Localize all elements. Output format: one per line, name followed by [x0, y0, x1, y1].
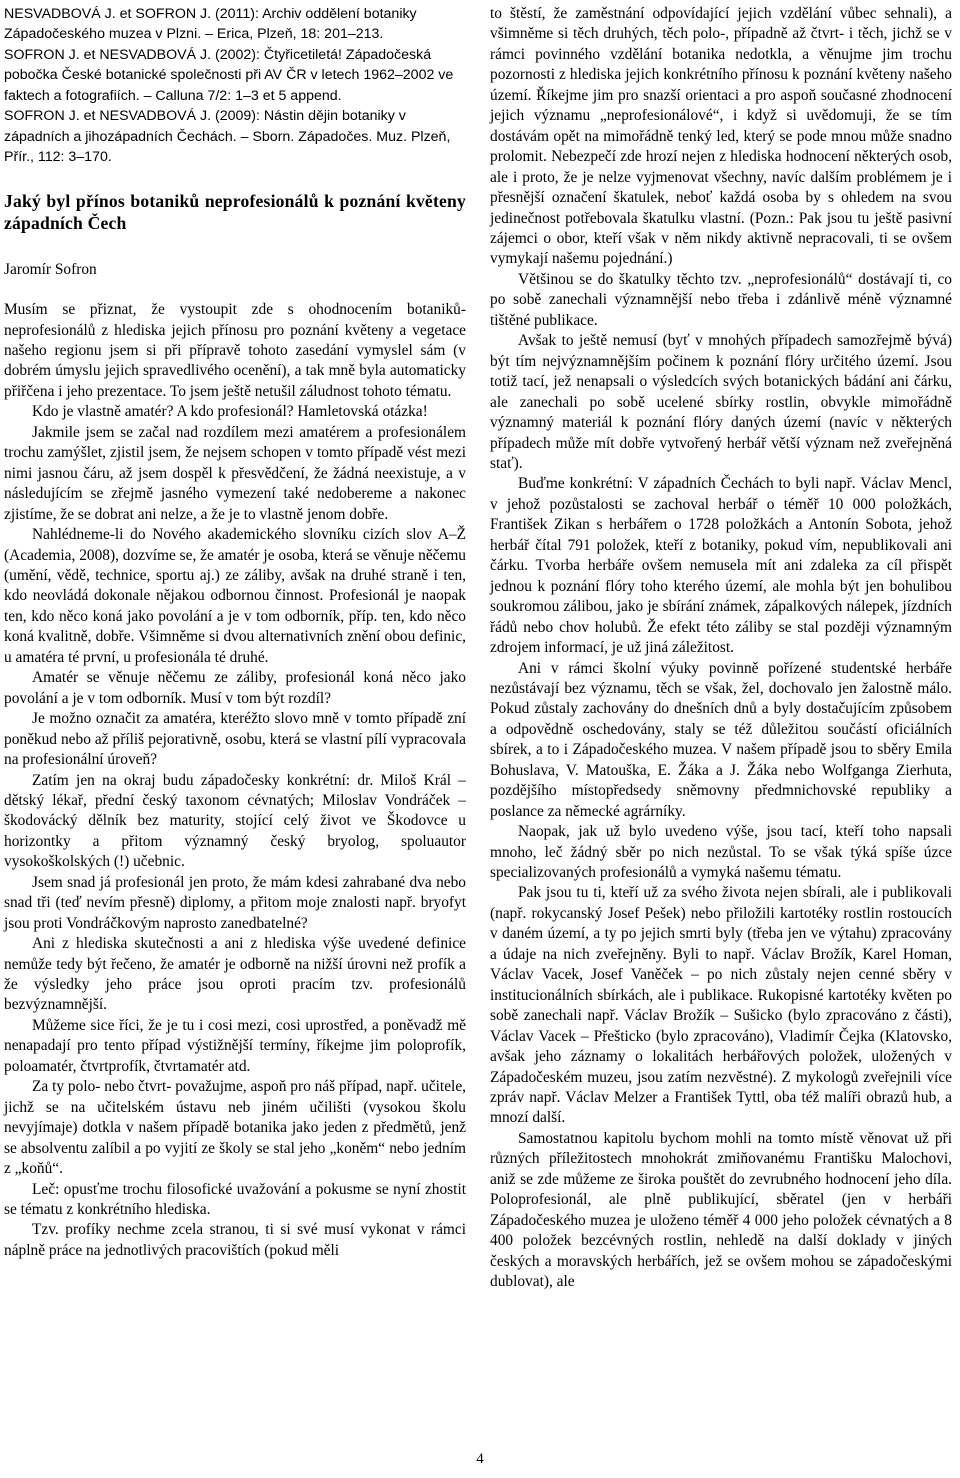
paragraph: Ani v rámci školní výuky povinně pořízené studentské herbáře nezůstávají bez významu, těch se však, žel, dochovalo jen žalostně málo. Pokud zůstaly zachovány do dnešních dnů a byly dostačujícím způsobem a odpovědně oschedovány, staly se též důležitou součástí oficiálních sbírek, a to i Západočeského muzea. V našem případě jsou to sběry Emila Bohuslava, V. Matouška, E. Žáka a J. Žáka nebo Wolfganga Zierhuta, pozdějšího místopředsedy sněmovny předmnichovské republiky a poslance za německé agrárníky.: [490, 659, 952, 820]
paragraph: Leč: opusťme trochu filosofické uvažování a pokusme se nyní zhostit se tématu z konkrétního hlediska.: [4, 1180, 466, 1219]
reference-item: NESVADBOVÁ J. et SOFRON J. (2011): Archiv oddělení botaniky Západočeského muzea v Plzni. – Erica, Plzeň, 18: 201–213.: [4, 6, 417, 43]
paragraph: Naopak, jak už bylo uvedeno výše, jsou tací, kteří toho napsali mnoho, leč žádný sběr po nich nezůstal. To se však týká spíše úzce specializovaných profesionálů a vymyká našemu tématu.: [490, 823, 952, 882]
reference-list: [4, 4, 466, 168]
paragraph: Samostatnou kapitolu bychom mohli na tomto místě věnovat už při různých příležitostech mnohokrát zmiňovanému Františku Malochovi, aniž se zde můžeme ze široka pouštět do zevrubného hodnocení jeho díla. Poloprofesionál, ale plně publikující, sběratel (jen v herbáři Západočeského muzea je uloženo téměř 4 000 jeho položek cévnatých a 8 400 položek bezcévných rostlin, nehledě na další doklady v jiných českých a moravských herbářích, jež se ovšem mohou se západočeskými dublovat), ale: [490, 1129, 952, 1291]
page-number: 4: [476, 1451, 484, 1467]
paragraph: Kdo je vlastně amatér? A kdo profesionál? Hamletovská otázka!: [32, 403, 428, 421]
reference-item: SOFRON J. et NESVADBOVÁ J. (2009): Nástin dějin botaniky v západních a jihozápadních Čechách. – Sborn. Západočes. Muz. Plzeň, Přír., 112: 3–170.: [4, 108, 451, 166]
left-column: [4, 4, 466, 1261]
paragraph: Zatím jen na okraj budu západočesky konkrétní: dr. Miloš Král – dětský lékař, přední český taxonom cévnatých; Miloslav Vondráček – škodovácký dělník bez maturity, stojící celý život ve Škodovce u horizontky a přitom významný český bryolog, spoluautor vysokoškolských (!) učebnic.: [4, 771, 466, 871]
paragraph: Ani z hlediska skutečnosti a ani z hlediska výše uvedené definice nemůže tedy být řečeno, že amatér je odborně na nižší úrovni než profík a že výsledky jeho práce jsou oproti pracím tzv. profesionálů bezvýznamnější.: [4, 935, 466, 1014]
article-author: Jaromír Sofron: [4, 260, 97, 278]
paragraph: Většinou se do škatulky těchto tzv. „neprofesionálů“ dostávají ti, co po sobě zanechali významnější nebo třeba i zdánlivě méně významné tištěné publikace.: [490, 270, 952, 329]
paragraph: Za ty polo- nebo čtvrt- považujme, aspoň pro náš případ, např. učitele, jichž se na učitelském ústavu neb jiném učilišti (vysokou školu nevyjímaje) dotkla v našem případě botanika jako jeden z předmětů, jenž se absolventu zalíbil a po vyjití ze školy se stal jeho „koněm“ nebo jedním z „koňů“.: [4, 1078, 466, 1178]
paragraph: Avšak to ještě nemusí (byť v mnohých případech samozřejmě bývá) být tím nejvýznamnějším počinem k poznání flóry určitého území. Jsou totiž tací, jež nenapsali o výsledcích svých botanických bádání ani čárku, ale zanechali po sobě ucelené sbírky rostlin, obvykle mimořádně významný materiál k poznání flóry daných území (navíc v některých případech může mít dobře vytvořený herbář větší význam než zveřejněná stať).: [490, 332, 952, 472]
paragraph: Jsem snad já profesionál jen proto, že mám kdesi zahrabané dva nebo snad tři (teď nevím přesně) diplomy, a přitom moje znalosti např. bryofyt jsou proti Vondráčkovým naprosto zanedbatelné?: [4, 873, 466, 932]
reference-item: SOFRON J. et NESVADBOVÁ J. (2002): Čtyřicetiletá! Západočeská pobočka České botanické společnosti při AV ČR v letech 1962–2002 ve faktech a fotografiích. – Calluna 7/2: 1–3 et 5 append.: [4, 46, 454, 104]
paragraph: Tzv. profíky nechme zcela stranou, ti si své musí vykonat v rámci náplně práce na jednotlivých pracovištích (pokud měli: [4, 1221, 466, 1259]
paragraph: Pak jsou tu ti, kteří už za svého života nejen sbírali, ale i publikovali (např. rokycanský Josef Pešek) nebo přiložili kartotéky rostlin rostoucích v daném území, a ty po jejich smrti byly (třeba jen ve výtahu) zpracovány a údaje na nich zveřejněny. Byli to např. Václav Brožík, Karel Homan, Václav Vacek, Josef Vaněček – po nich zůstaly nejen cenné sběry v institucionálních sbírkách, ale i publikace. Rukopisné kartotéky květen po sobě zanechali např. Václav Brožík – Sušicko (bylo zpracováno z části), Václav Vacek – Přešticko (bylo zpracováno), Vladimír Čejka (Klatovsko, avšak jeho záznamy o lokalitách herbářových položek, uložených v Západočeském muzeu, jsou zatím nezvěstné). Z mykologů zveřejnili více zpráv např. Václav Melzer a František Tyttl, oba též malíři obrazů hub, a mnozí další.: [490, 884, 952, 1127]
paragraph: Můžeme sice říci, že je tu i cosi mezi, cosi uprostřed, a poněvadž mě nenapadají pro tento případ výstižnější termíny, říkejme jim poloprofík, poloamatér, čtvrtprofík, čtvrtamatér atd.: [4, 1016, 466, 1075]
paragraph: Nahlédneme-li do Nového akademického slovníku cizích slov A–Ž (Academia, 2008), dozvíme se, že amatér je osoba, která se věnuje něčemu (umění, vědě, technice, sportu aj.) ze záliby, avšak na druhé straně i ten, kdo neovládá dokonale nějakou odbornou činnost. Profesionál je naopak ten, kdo něco koná jako povolání a je v tom odborník, příp. ten, kdo něco koná kvalitně, dobře. Všimněme si dvou alternativních znění obou definic, u amatéra té první, u profesionála té druhé.: [4, 526, 466, 666]
paragraph: to štěstí, že zaměstnání odpovídající jejich vzdělání vůbec sehnali), a všimněme si těch druhých, těch polo-, případně až čtvrt- i těch, jichž se v rámci povinného vzdělání botanika nedotkla, a věnujme jim trochu pozornosti z hlediska jejich konkrétního přínosu k poznání květeny našeho území. Říkejme jim pro snazší orientaci a pro aspoň současné zhodnocení jejich významu „neprofesionálové“, i když si uvědomuji, že se tím dostávám opět na mimořádně tenký led, který se pode mnou může snadno prolomit. Nebezpečí zde hrozí nejen z hlediska hodnocení některých osob, ale i proto, že je nelze vyjmenovat všechny, navíc dalším problémem je i přesnější označení škatulek, neboť každá osoba by s ohledem na svou jedinečnost potřebovala škatulku vlastní. (Pozn.: Pak jsou tu ještě pasivní zájemci o obor, kteří však v něm nikdy aktivně nepracovali, ti se ovšem vymykají našemu pojednání.): [490, 5, 952, 268]
article-title: Jaký byl přínos botaniků neprofesionálů k poznání květeny západních Čech: [4, 190, 466, 233]
right-column: [490, 4, 952, 1293]
paragraph: Jakmile jsem se začal nad rozdílem mezi amatérem a profesionálem trochu zamýšlet, zjistil jsem, že nejsem schopen v tomto případě vést mezi nimi jasnou čáru, až jsem dospěl k přesvědčení, že žádná neexistuje, a v následujícím se zřejmě jasného vymezení také nedobereme a nakonec zjistíme, že se dobrat ani nelze, a že je to vlastně jenom dobře.: [4, 423, 466, 523]
paragraph: Je možno označit za amatéra, kteréžto slovo mně v tomto případě zní poněkud nebo až příliš pejorativně, osobu, která se vlastní pílí vypracovala na profesionální úroveň?: [4, 710, 466, 769]
paragraph: Amatér se věnuje něčemu ze záliby, profesionál koná něco jako povolání a je v tom odborník. Musí v tom být rozdíl?: [4, 669, 466, 707]
paragraph: Musím se přiznat, že vystoupit zde s ohodnocením botaniků-neprofesionálů z hlediska jejich přínosu pro poznání květeny a vegetace našeho regionu jsem si při přípravě tohoto zasedání vymyslel sám (v dobrém úmyslu jejich spravedlivého ocenění), a tak mně byla automaticky přiřčena i jeho prezentace. To jsem ještě netušil záludnost tohoto tématu.: [4, 301, 466, 400]
paragraph: Buďme konkrétní: V západních Čechách to byli např. Václav Mencl, v jehož pozůstalosti se zachoval herbář o téměř 10 000 položkách, František Zikan s herbářem o 1728 položkách a Antonín Sobota, jehož herbář čítal 791 položek, kteří z botaniky, pokud vím, nepublikovali ani čárku. Tvorba herbáře ovšem nemusela mít ani zdaleka za cíl přispět jednou k poznání flóry toho kterého území, ale mohla být jen bohulibou soukromou zálibou, jako je sbírání známek, zápalkových nálepek, jízdních řádů nebo chov holubů. Že efekt této záliby se stal později významným zdrojem informací, je už jiná záležitost.: [490, 475, 952, 657]
